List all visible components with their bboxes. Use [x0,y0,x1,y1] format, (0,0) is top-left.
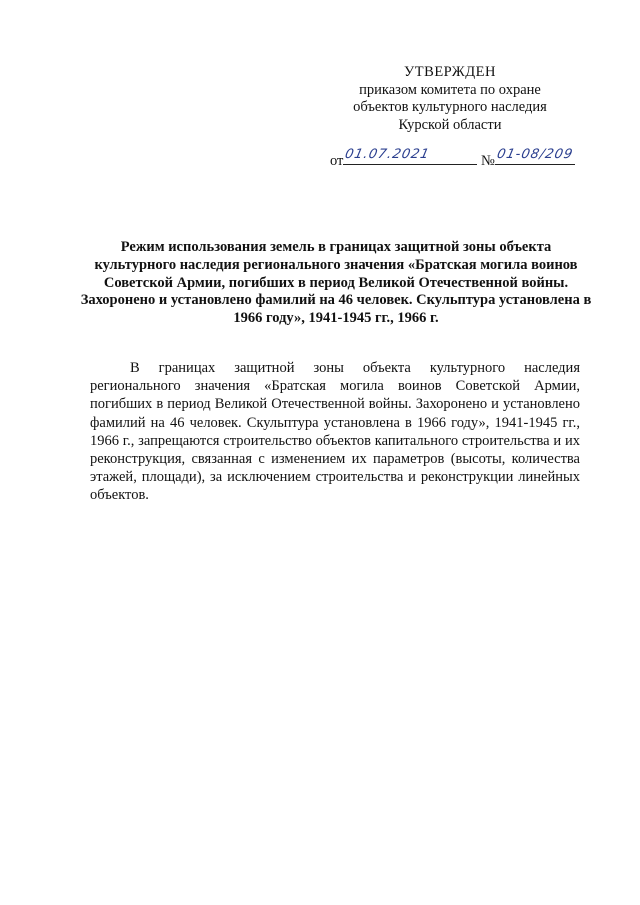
handwritten-number: 01-08/209 [495,147,575,162]
handwritten-date: 01.07.2021 [343,147,432,162]
date-prefix: от [330,153,344,169]
number-blank [495,147,575,165]
approval-line-1: приказом комитета по охране [359,81,541,98]
number-prefix: № [481,153,495,169]
approval-line-3: Курской области [398,116,502,133]
body-paragraph: В границах защитной зоны объекта культурного наследия регионального значения «Братская могила воинов Советской Армии, погибших в период Великой Отечественной войны. Захоронено и установлено фамилий на 46 человек. Скульптура установлена в 1966 году», 1941-1945 гг., 1966 г., запрещаются строительство объектов капитального строительства и их реконструкция, связанная с изменением их параметров (высоты, количества этажей, площади), за исключением строительства и реконструкции линейных объектов. [90,360,580,504]
order-reference [330,147,610,170]
approval-line-2: объектов культурного наследия [353,99,547,115]
document-title: Режим использования земель в границах защитной зоны объекта культурного наследия регионального значения «Братская могила воинов Советской Армии, погибших в период Великой Отечественной войны. Захоронено и установлено фамилий на 46 человек. Скульптура установлена в 1966 году», 1941-1945 гг., 1966 г. [80,239,592,327]
approval-heading: УТВЕРЖДЕН [404,64,496,80]
approval-block [300,64,600,134]
date-blank [343,147,477,165]
